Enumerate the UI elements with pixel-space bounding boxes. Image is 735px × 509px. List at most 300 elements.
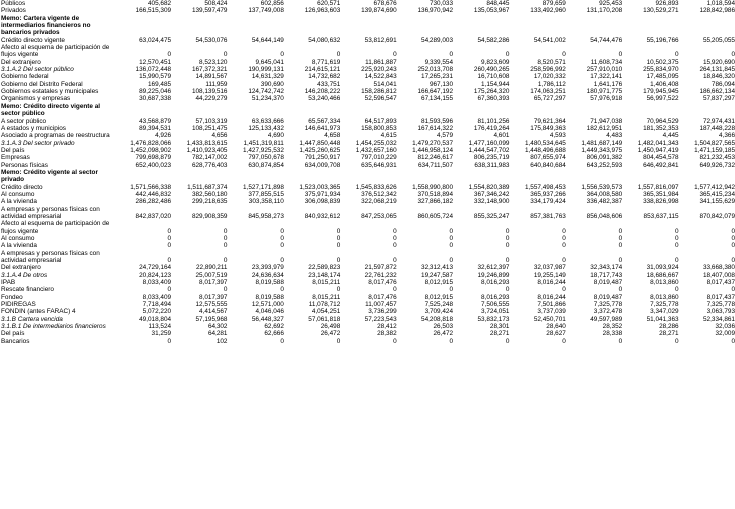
value-cell: 0 bbox=[167, 235, 172, 242]
table-row bbox=[0, 103, 735, 118]
value-cell: 62,666 bbox=[264, 330, 284, 338]
value-cell: 1,545,833,626 bbox=[355, 183, 397, 191]
value-cell: 0 bbox=[223, 242, 228, 250]
value-cell: 133,492,960 bbox=[530, 7, 566, 15]
value-cell: 364,008,580 bbox=[586, 190, 623, 198]
value-cell: 28,352 bbox=[602, 323, 623, 331]
value-cell: 49,597,989 bbox=[590, 315, 623, 323]
table-row bbox=[0, 81, 735, 88]
value-cell: 8,015,211 bbox=[312, 293, 341, 301]
value-cell: 17,020,332 bbox=[533, 73, 566, 81]
value-cell: 0 bbox=[393, 242, 397, 250]
table-row bbox=[0, 132, 735, 139]
value-cell: 21,597,872 bbox=[364, 264, 397, 272]
row-label: Crédito directo bbox=[1, 183, 43, 191]
table-row bbox=[0, 294, 735, 301]
value-cell: 0 bbox=[618, 257, 623, 265]
value-cell: 0 bbox=[393, 235, 397, 242]
value-cell: 8,013,860 bbox=[650, 293, 679, 301]
value-cell: 853,637,115 bbox=[643, 212, 679, 220]
value-cell: 0 bbox=[675, 337, 679, 345]
value-cell: 0 bbox=[393, 257, 397, 265]
value-cell: 336,482,387 bbox=[586, 198, 623, 206]
value-cell: 375,971,934 bbox=[304, 190, 341, 198]
value-cell: 797,050,678 bbox=[248, 154, 284, 162]
value-cell: 804,454,578 bbox=[643, 154, 679, 162]
value-cell: 3,737,039 bbox=[537, 308, 566, 316]
value-cell: 0 bbox=[223, 257, 228, 265]
value-cell: 806,235,719 bbox=[473, 154, 510, 162]
value-cell: 845,958,273 bbox=[248, 212, 284, 220]
value-cell: 19,255,149 bbox=[533, 271, 566, 279]
value-cell: 32,037,987 bbox=[533, 264, 566, 272]
value-cell: 0 bbox=[449, 242, 454, 250]
value-cell: 4,579 bbox=[437, 132, 454, 140]
value-cell: 53,812,691 bbox=[364, 36, 397, 44]
value-cell: 15,990,579 bbox=[139, 73, 172, 81]
value-cell: 22,589,823 bbox=[308, 264, 341, 272]
value-cell: 158,286,812 bbox=[361, 88, 397, 96]
row-label: 3.1.A.3 Del sector privado bbox=[1, 139, 75, 147]
value-cell: 0 bbox=[505, 337, 510, 345]
table-row bbox=[0, 154, 735, 161]
value-cell: 136,072,448 bbox=[135, 66, 172, 74]
value-cell: 28,271 bbox=[659, 330, 679, 338]
value-cell: 0 bbox=[675, 286, 679, 294]
value-cell: 11,861,887 bbox=[365, 58, 397, 66]
value-cell: 0 bbox=[223, 51, 228, 59]
value-cell: 370,518,894 bbox=[417, 190, 454, 198]
value-cell: 1,527,171,898 bbox=[243, 183, 284, 191]
value-cell: 0 bbox=[336, 257, 341, 265]
value-cell: 0 bbox=[336, 286, 341, 294]
value-cell: 0 bbox=[505, 242, 510, 250]
value-cell: 856,048,606 bbox=[586, 212, 623, 220]
row-label: 3.1.A.4 De otros bbox=[1, 271, 48, 279]
value-cell: 967,130 bbox=[429, 80, 454, 88]
value-cell: 32,612,397 bbox=[477, 264, 510, 272]
value-cell: 829,908,359 bbox=[191, 212, 228, 220]
row-label: A la vivienda bbox=[1, 242, 37, 250]
value-cell: 0 bbox=[675, 235, 679, 242]
value-cell: 382,560,180 bbox=[191, 190, 228, 198]
value-cell: 7,325,778 bbox=[706, 301, 735, 309]
value-cell: 303,358,110 bbox=[248, 198, 284, 206]
value-cell: 4,593 bbox=[549, 132, 566, 140]
value-cell: 870,842,079 bbox=[699, 212, 735, 220]
value-cell: 22,890,211 bbox=[195, 264, 228, 272]
value-cell: 847,253,065 bbox=[361, 212, 397, 220]
value-cell: 286,282,486 bbox=[135, 198, 172, 206]
value-cell: 1,447,850,448 bbox=[299, 139, 341, 147]
row-label: A empresas y personas físicas con actividad empresarial bbox=[1, 249, 100, 265]
value-cell: 0 bbox=[562, 51, 566, 59]
value-cell: 8,015,211 bbox=[312, 279, 341, 287]
value-cell: 179,945,945 bbox=[643, 88, 679, 96]
row-label: Crédito directo vigente bbox=[1, 36, 65, 44]
value-cell: 186,662,134 bbox=[699, 88, 735, 96]
row-label: Organismos y empresas bbox=[1, 95, 71, 103]
value-cell: 167,614,322 bbox=[417, 124, 454, 132]
value-cell: 730,033 bbox=[429, 0, 454, 7]
table-row bbox=[0, 118, 735, 125]
value-cell: 0 bbox=[618, 286, 623, 294]
value-cell: 1,451,319,811 bbox=[243, 139, 284, 147]
value-cell: 0 bbox=[731, 227, 735, 235]
value-cell: 1,452,098,902 bbox=[130, 146, 172, 154]
value-cell: 306,098,839 bbox=[304, 198, 341, 206]
table-row bbox=[0, 59, 735, 66]
row-label: 3.1.B.1 De intermediarios financieros bbox=[1, 323, 106, 331]
value-cell: 797,010,229 bbox=[361, 154, 397, 162]
value-cell: 0 bbox=[675, 257, 679, 265]
table-row bbox=[0, 308, 735, 315]
value-cell: 0 bbox=[167, 242, 172, 250]
value-cell: 1,556,539,573 bbox=[581, 183, 623, 191]
table-row bbox=[0, 250, 735, 265]
value-cell: 0 bbox=[223, 227, 228, 235]
value-cell: 130,529,271 bbox=[643, 7, 679, 15]
row-label: Empresas bbox=[1, 154, 30, 162]
row-label: Bancarios bbox=[1, 337, 30, 345]
value-cell: 640,840,684 bbox=[530, 161, 566, 169]
value-cell: 508,424 bbox=[204, 0, 228, 7]
value-cell: 28,286 bbox=[659, 323, 679, 331]
value-cell: 128,842,986 bbox=[699, 7, 735, 15]
value-cell: 0 bbox=[336, 235, 341, 242]
value-cell: 57,223,543 bbox=[364, 315, 397, 323]
value-cell: 44,229,279 bbox=[195, 95, 228, 103]
row-label: Asociado a programas de reestructura bbox=[1, 132, 110, 140]
value-cell: 0 bbox=[280, 242, 284, 250]
value-cell: 1,471,159,185 bbox=[694, 146, 735, 154]
value-cell: 264,131,845 bbox=[699, 66, 735, 74]
row-label: Al consumo bbox=[1, 190, 35, 198]
value-cell: 1,425,260,625 bbox=[299, 146, 341, 154]
row-label: 3.1.A.2 Del sector público bbox=[1, 66, 74, 74]
value-cell: 390,690 bbox=[260, 80, 284, 88]
value-cell: 8,017,476 bbox=[368, 279, 397, 287]
value-cell: 11,608,734 bbox=[590, 58, 623, 66]
table-row bbox=[0, 235, 735, 242]
value-cell: 102 bbox=[216, 337, 228, 345]
value-cell: 812,246,617 bbox=[417, 154, 454, 162]
value-cell: 0 bbox=[167, 257, 172, 265]
value-cell: 139,597,479 bbox=[191, 7, 228, 15]
value-cell: 0 bbox=[618, 337, 623, 345]
value-cell: 634,009,708 bbox=[304, 161, 341, 169]
value-cell: 19,246,899 bbox=[477, 271, 510, 279]
value-cell: 1,481,687,149 bbox=[581, 139, 623, 147]
value-cell: 4,690 bbox=[267, 132, 284, 140]
value-cell: 9,645,041 bbox=[255, 58, 284, 66]
row-label: FONDIN (antes FARAC) 4 bbox=[1, 308, 76, 316]
value-cell: 57,195,968 bbox=[195, 315, 228, 323]
value-cell: 1,577,412,942 bbox=[694, 183, 735, 191]
value-cell: 0 bbox=[393, 286, 397, 294]
value-cell: 131,170,208 bbox=[586, 7, 623, 15]
value-cell: 65,727,297 bbox=[533, 95, 566, 103]
value-cell: 64,517,893 bbox=[364, 117, 397, 125]
table-row bbox=[0, 242, 735, 249]
value-cell: 0 bbox=[731, 51, 735, 59]
value-cell: 0 bbox=[731, 337, 735, 345]
value-cell: 821,232,453 bbox=[699, 154, 735, 162]
row-label: Del país bbox=[1, 146, 25, 154]
value-cell: 20,824,123 bbox=[139, 271, 172, 279]
value-cell: 54,080,632 bbox=[308, 36, 341, 44]
value-cell: 3,372,478 bbox=[593, 308, 623, 316]
value-cell: 0 bbox=[562, 235, 566, 242]
value-cell: 32,009 bbox=[715, 330, 735, 338]
value-cell: 174,063,251 bbox=[530, 88, 566, 96]
value-cell: 16,710,608 bbox=[477, 73, 510, 81]
value-cell: 8,019,487 bbox=[593, 293, 623, 301]
value-cell: 8,012,915 bbox=[424, 293, 454, 301]
value-cell: 620,571 bbox=[317, 0, 341, 7]
value-cell: 55,196,766 bbox=[646, 36, 679, 44]
value-cell: 1,446,958,124 bbox=[412, 146, 454, 154]
value-cell: 0 bbox=[280, 235, 284, 242]
value-cell: 17,322,141 bbox=[590, 73, 623, 81]
value-cell: 89,225,046 bbox=[139, 88, 172, 96]
value-cell: 8,017,476 bbox=[368, 293, 397, 301]
table-row bbox=[0, 198, 735, 205]
value-cell: 1,557,498,453 bbox=[524, 183, 566, 191]
value-cell: 23,148,174 bbox=[308, 271, 341, 279]
value-cell: 28,640 bbox=[546, 323, 566, 331]
value-cell: 1,511,687,374 bbox=[187, 183, 228, 191]
row-label: Gobierno del Distrito Federal bbox=[1, 80, 83, 88]
value-cell: 52,334,861 bbox=[703, 315, 735, 323]
value-cell: 57,837,297 bbox=[703, 95, 735, 103]
value-cell: 28,271 bbox=[489, 330, 510, 338]
value-cell: 70,964,529 bbox=[646, 117, 679, 125]
value-cell: 4,483 bbox=[606, 132, 623, 140]
value-cell: 180,971,775 bbox=[586, 88, 623, 96]
value-cell: 8,016,244 bbox=[537, 293, 566, 301]
value-cell: 322,068,219 bbox=[361, 198, 397, 206]
value-cell: 158,800,853 bbox=[361, 124, 397, 132]
row-label: Rescate financiero bbox=[1, 286, 54, 294]
value-cell: 175,264,320 bbox=[473, 88, 510, 96]
table-row bbox=[0, 73, 735, 80]
value-cell: 28,301 bbox=[489, 323, 510, 331]
value-cell: 1,154,944 bbox=[481, 80, 510, 88]
value-cell: 54,541,002 bbox=[533, 36, 566, 44]
value-cell: 1,641,176 bbox=[593, 80, 623, 88]
value-cell: 782,147,002 bbox=[191, 154, 228, 162]
table-row bbox=[0, 316, 735, 323]
value-cell: 0 bbox=[449, 257, 454, 265]
value-cell: 258,596,992 bbox=[530, 66, 566, 74]
value-cell: 33,668,380 bbox=[703, 264, 735, 272]
value-cell: 17,265,231 bbox=[421, 73, 454, 81]
value-cell: 181,352,353 bbox=[643, 124, 679, 132]
value-cell: 1,448,496,688 bbox=[524, 146, 566, 154]
value-cell: 225,920,243 bbox=[361, 66, 397, 74]
value-cell: 89,394,531 bbox=[139, 124, 172, 132]
value-cell: 8,017,397 bbox=[199, 279, 228, 287]
value-cell: 63,633,666 bbox=[251, 117, 284, 125]
value-cell: 8,523,120 bbox=[199, 58, 228, 66]
value-cell: 652,400,023 bbox=[135, 161, 172, 169]
value-cell: 0 bbox=[449, 227, 454, 235]
value-cell: 1,432,657,160 bbox=[355, 146, 397, 154]
value-cell: 1,477,160,099 bbox=[468, 139, 510, 147]
value-cell: 1,406,408 bbox=[650, 80, 679, 88]
value-cell: 64,302 bbox=[207, 323, 228, 331]
table-row bbox=[0, 330, 735, 337]
value-cell: 214,615,121 bbox=[304, 66, 341, 74]
value-cell: 0 bbox=[280, 286, 284, 294]
value-cell: 8,016,293 bbox=[481, 279, 510, 287]
value-cell: 0 bbox=[731, 235, 735, 242]
row-label: Fondeo bbox=[1, 293, 23, 301]
value-cell: 7,501,866 bbox=[537, 301, 566, 309]
value-cell: 799,698,879 bbox=[135, 154, 172, 162]
value-cell: 1,018,594 bbox=[706, 0, 735, 7]
row-label: A la vivienda bbox=[1, 198, 37, 206]
table-row bbox=[0, 162, 735, 169]
value-cell: 18,686,667 bbox=[646, 271, 679, 279]
value-cell: 365,937,266 bbox=[530, 190, 566, 198]
value-cell: 338,826,998 bbox=[643, 198, 679, 206]
value-cell: 1,454,255,032 bbox=[355, 139, 397, 147]
value-cell: 3,063,793 bbox=[706, 308, 735, 316]
value-cell: 8,019,588 bbox=[255, 279, 284, 287]
value-cell: 28,412 bbox=[377, 323, 397, 331]
value-cell: 31,259 bbox=[151, 330, 172, 338]
value-cell: 28,382 bbox=[377, 330, 397, 338]
value-cell: 71,947,038 bbox=[590, 117, 623, 125]
value-cell: 62,692 bbox=[264, 323, 284, 331]
row-label: Del extranjero bbox=[1, 58, 41, 66]
value-cell: 8,019,588 bbox=[255, 293, 284, 301]
value-cell: 8,016,244 bbox=[537, 279, 566, 287]
value-cell: 4,926 bbox=[155, 132, 172, 140]
row-label: Del extranjero bbox=[1, 264, 41, 272]
value-cell: 879,659 bbox=[542, 0, 566, 7]
value-cell: 56,448,327 bbox=[251, 315, 284, 323]
value-cell: 4,445 bbox=[662, 132, 679, 140]
value-cell: 28,338 bbox=[602, 330, 623, 338]
value-cell: 8,013,860 bbox=[650, 279, 679, 287]
value-cell: 1,786,112 bbox=[537, 80, 566, 88]
value-cell: 18,407,008 bbox=[703, 271, 735, 279]
value-cell: 0 bbox=[336, 337, 341, 345]
value-cell: 0 bbox=[618, 51, 623, 59]
table-row bbox=[0, 37, 735, 44]
value-cell: 8,771,619 bbox=[311, 58, 341, 66]
value-cell: 0 bbox=[393, 227, 397, 235]
value-cell: 4,615 bbox=[380, 132, 397, 140]
value-cell: 4,658 bbox=[324, 132, 341, 140]
row-label: Memo: Crédito vigente al sector privado bbox=[1, 168, 98, 184]
value-cell: 1,444,547,702 bbox=[468, 146, 510, 154]
value-cell: 12,570,451 bbox=[139, 58, 172, 66]
value-cell: 9,339,554 bbox=[424, 58, 454, 66]
value-cell: 65,567,334 bbox=[308, 117, 341, 125]
table-row bbox=[0, 184, 735, 191]
value-cell: 1,410,923,405 bbox=[186, 146, 228, 154]
value-cell: 0 bbox=[731, 257, 735, 265]
value-cell: 0 bbox=[505, 51, 510, 59]
table-row bbox=[0, 338, 735, 345]
value-cell: 54,289,003 bbox=[421, 36, 454, 44]
value-cell: 4,414,567 bbox=[199, 308, 228, 316]
value-cell: 182,612,951 bbox=[586, 124, 623, 132]
value-cell: 51,041,363 bbox=[646, 315, 679, 323]
value-cell: 108,251,475 bbox=[191, 124, 228, 132]
value-cell: 0 bbox=[675, 242, 679, 250]
value-cell: 8,033,409 bbox=[142, 293, 172, 301]
value-cell: 791,250,917 bbox=[304, 154, 341, 162]
value-cell: 56,997,522 bbox=[646, 95, 679, 103]
value-cell: 334,179,424 bbox=[530, 198, 566, 206]
value-cell: 26,472 bbox=[433, 330, 454, 338]
value-cell: 1,482,041,343 bbox=[637, 139, 679, 147]
value-cell: 166,647,192 bbox=[417, 88, 454, 96]
value-cell: 0 bbox=[562, 337, 566, 345]
value-cell: 643,252,593 bbox=[586, 161, 623, 169]
value-cell: 8,520,571 bbox=[537, 58, 566, 66]
value-cell: 0 bbox=[336, 242, 341, 250]
row-label: Públicos bbox=[1, 0, 26, 7]
value-cell: 4,656 bbox=[211, 132, 228, 140]
value-cell: 54,530,076 bbox=[195, 36, 228, 44]
value-cell: 0 bbox=[167, 286, 172, 294]
value-cell: 52,596,547 bbox=[364, 95, 397, 103]
row-label: Al consumo bbox=[1, 235, 35, 242]
value-cell: 646,492,841 bbox=[643, 161, 679, 169]
value-cell: 54,744,476 bbox=[590, 36, 623, 44]
value-cell: 4,046,046 bbox=[255, 308, 284, 316]
value-cell: 1,554,820,389 bbox=[468, 183, 510, 191]
value-cell: 23,393,979 bbox=[251, 264, 284, 272]
value-cell: 630,874,854 bbox=[248, 161, 284, 169]
row-label: A empresas y personas físicas con actividad empresarial bbox=[1, 205, 100, 220]
value-cell: 125,133,432 bbox=[248, 124, 284, 132]
value-cell: 14,631,329 bbox=[251, 73, 284, 81]
value-cell: 0 bbox=[449, 51, 454, 59]
value-cell: 3,709,424 bbox=[424, 308, 454, 316]
value-cell: 51,234,370 bbox=[251, 95, 284, 103]
value-cell: 260,490,265 bbox=[473, 66, 510, 74]
value-cell: 24,636,634 bbox=[251, 271, 284, 279]
value-cell: 3,736,299 bbox=[368, 308, 397, 316]
value-cell: 0 bbox=[562, 242, 566, 250]
value-cell: 187,448,228 bbox=[699, 124, 735, 132]
table-row bbox=[0, 286, 735, 293]
value-cell: 1,523,003,365 bbox=[299, 183, 341, 191]
table-row bbox=[0, 169, 735, 184]
value-cell: 332,148,900 bbox=[473, 198, 510, 206]
value-cell: 14,522,843 bbox=[364, 73, 397, 81]
value-cell: 7,325,778 bbox=[593, 301, 623, 309]
value-cell: 0 bbox=[167, 51, 172, 59]
value-cell: 54,582,286 bbox=[477, 36, 510, 44]
row-label: Del país bbox=[1, 330, 25, 338]
value-cell: 4,601 bbox=[493, 132, 510, 140]
value-cell: 25,007,519 bbox=[195, 271, 228, 279]
value-cell: 0 bbox=[449, 286, 454, 294]
value-cell: 0 bbox=[562, 286, 566, 294]
value-cell: 0 bbox=[505, 235, 510, 242]
value-cell: 55,205,055 bbox=[703, 36, 735, 44]
value-cell: 32,312,413 bbox=[421, 264, 454, 272]
value-cell: 12,575,555 bbox=[195, 301, 228, 309]
